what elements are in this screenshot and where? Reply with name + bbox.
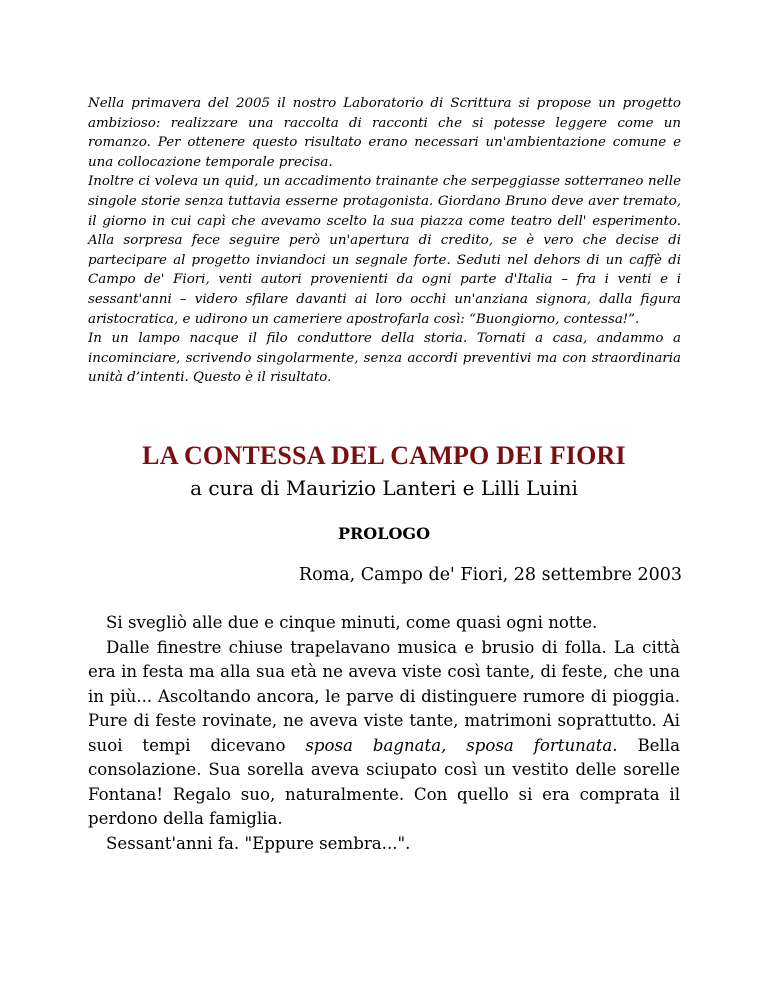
story-body	[88, 611, 680, 856]
section-heading: PROLOGO	[337, 524, 431, 543]
book-editors: a cura di Maurizio Lanteri e Lilli Luini	[190, 476, 578, 500]
story-italic-proverb: sposa bagnata, sposa fortunata	[305, 735, 613, 755]
intro-paragraph-2: Inoltre ci voleva un quid, un accadimento trainante che serpeggiasse sotterraneo nelle singole storie senza tuttavia esserne protagonista. Giordano Bruno deve aver tremato, il giorno in cui capì che avevamo scelto la sua piazza come teatro dell' esperimento. Alla sorpresa fece seguire però un'apertura di credito, se è vero che decise di partecipare al progetto inviandoci un segnale forte. Seduti nel dehors di un caffè di Campo de' Fiori, venti autori provenienti da ogni parte d'Italia – fra i venti e i sessant'anni – videro sfilare davanti ai loro occhi un'anziana signora, dalla figura aristocratica, e udirono un cameriere apostrofarla così: “Buongiorno, contessa!”.	[88, 174, 681, 327]
story-paragraph-1: Si svegliò alle due e cinque minuti, come quasi ogni notte.	[106, 613, 598, 632]
intro-paragraph-1: Nella primavera del 2005 il nostro Laboratorio di Scrittura si propose un progetto ambizioso: realizzare una raccolta di racconti che si potesse leggere come un romanzo. Per ottenere questo risultato erano necessari un'ambientazione comune e una collocazione temporale precisa.	[88, 96, 681, 170]
story-paragraph-3: Sessant'anni fa. "Eppure sembra...".	[106, 833, 411, 853]
intro-paragraph-3: In un lampo nacque il filo conduttore della storia. Tornati a casa, andammo a incominciare, scrivendo singolarmente, senza accordi preventivi ma con straordinaria unità d’intenti. Questo è il risultato.	[88, 331, 681, 386]
book-title: LA CONTESSA DEL CAMPO DEI FIORI	[142, 441, 626, 470]
story-paragraph-2	[88, 636, 680, 832]
story-text: . Bella consolazione. Sua sorella aveva sciupato così un vestito delle sorelle Fontana! Regalo suo, naturalmente. Con quello si era comprata il perdono della famiglia.	[88, 735, 681, 828]
intro-note	[88, 94, 681, 388]
dateline: Roma, Campo de' Fiori, 28 settembre 2003	[298, 565, 682, 585]
story-text: Dalle finestre chiuse trapelavano musica e brusio di folla. La città era in festa ma alla sua età ne aveva viste così tante, di feste, che una in più... Ascoltando ancora, le parve di distinguere rumore di pioggia. Pure di feste rovinate, ne aveva viste tante, matrimoni soprattutto. Ai suoi tempi dicevano	[88, 637, 680, 755]
